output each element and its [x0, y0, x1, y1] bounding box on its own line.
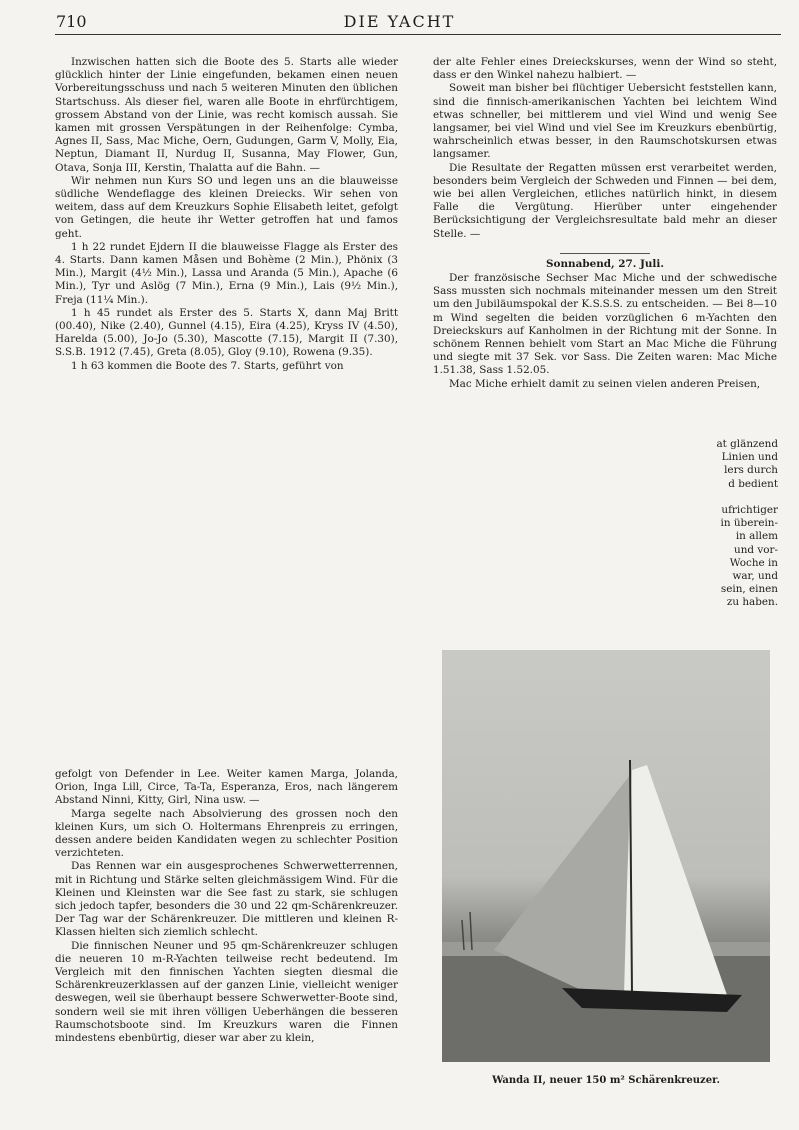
header-rule [55, 34, 781, 35]
fragment-line: Linien und [721, 451, 778, 464]
running-head: DIE YACHT [343, 12, 456, 31]
paragraph: gefolgt von Defender in Lee. Weiter kamen Marga, Jolanda, Orion, Inga Lill, Circe, Ta-Ta, Esperanza, Eros, nach längerem Abstand Ninni, Kitty, Girl, Nina usw. — [55, 768, 398, 807]
fragment-line: lers durch [724, 464, 778, 477]
left-column-bottom [55, 768, 398, 1045]
fragment-line: zu haben. [726, 596, 778, 609]
fragment-line: ufrichtiger [721, 504, 778, 517]
left-column-top [55, 56, 398, 373]
right-column-top [433, 56, 777, 391]
page-number: 710 [56, 12, 87, 31]
fragment-line: in allem [735, 530, 778, 543]
photo-caption: Wanda II, neuer 150 m² Schärenkreuzer. [492, 1075, 720, 1086]
clipped-text-fragments [700, 438, 778, 610]
paragraph: Inzwischen hatten sich die Boote des 5. Starts alle wieder glücklich hinter der Linie eingefunden, bekamen einen neuen Vorbereitungsschuss und nach 5 weiteren Minuten den üblichen Startschuss. Als dieser fiel, waren alle Boote in ehrfürchtigem, grossem Abstand von der Linie, was recht komisch aussah. Sie kamen mit grossen Verspätungen in der Reihenfolge: Cymba, Agnes II, Sass, Mac Miche, Oern, Gudungen, Garm V, Molly, Eia, Neptun, Diamant II, Nurdug II, Susanna, May Flower, Gun, Otava, Sonja III, Kerstin, Thalatta auf die Bahn. — [55, 56, 398, 174]
torn-area [400, 430, 700, 670]
paragraph: 1 h 45 rundet als Erster des 5. Starts X, dann Maj Britt (00.40), Nike (2.40), Gunnel (4.15), Eira (4.25), Kryss IV (4.50), Harelda (5.00), Jo-Jo (5.30), Mascotte (7.15), Margit II (7.30), S.S.B. 1912 (7.45), Greta (8.05), Gloy (9.10), Rowena (9.35). [55, 306, 398, 359]
fragment-line: in überein- [720, 517, 778, 530]
fragment-line: d bedient [728, 477, 778, 490]
paragraph: Marga segelte nach Absolvierung des grossen noch den kleinen Kurs, um sich O. Holtermans Ehrenpreis zu erringen, dessen andere beiden Kandidaten wegen zu schlechter Position verzichteten. [55, 807, 398, 860]
fragment-line [700, 491, 778, 504]
paragraph: Wir nehmen nun Kurs SO und legen uns an die blauweisse südliche Wendeflagge des kleinen Dreiecks. Wir sehen von weitem, dass auf dem Kreuzkurs Sophie Elisabeth leitet, gefolgt von Getingen, die heute ihr Wetter getroffen hat und famos geht. [55, 174, 398, 240]
paragraph: 1 h 63 kommen die Boote des 7. Starts, geführt von [71, 359, 344, 372]
paragraph: Mac Miche erhielt damit zu seinen vielen anderen Preisen, [449, 377, 761, 390]
paragraph: 1 h 22 rundet Ejdern II die blauweisse Flagge als Erster des 4. Starts. Dann kamen Måsen und Bohème (2 Min.), Phönix (3 Min.), Margit (4½ Min.), Lassa und Aranda (5 Min.), Apache (6 Min.), Tyr und Aslög (7 Min.), Erna (9 Min.), Lais (9½ Min.), Freja (11¼ Min.). [55, 240, 398, 306]
fragment-line: sein, einen [720, 583, 778, 596]
paragraph: der alte Fehler eines Dreieckskurses, wenn der Wind so steht, dass er den Winkel nahezu halbiert. — [433, 56, 777, 82]
fragment-line: at glänzend [716, 438, 778, 450]
sailboat-photo [442, 650, 770, 1062]
sailboat-illustration [442, 650, 770, 1062]
paragraph: Das Rennen war ein ausgesprochenes Schwerwetterrennen, mit in Richtung und Stärke selten gleichmässigem Wind. Für die Kleinen und Kleinsten war die See fast zu stark, sie schlugen sich jedoch tapfer, besonders die 30 und 22 qm-Schärenkreuzer. Der Tag war der Schärenkreuzer. Die mittleren und kleinen R-Klassen hielten sich ziemlich schlecht. [55, 860, 398, 939]
fragment-line: Woche in [729, 556, 778, 569]
section-heading: Sonnabend, 27. Juli. [546, 257, 664, 270]
fragment-line: war, und [732, 570, 778, 583]
fragment-line: und vor- [734, 543, 778, 556]
paragraph: Die finnischen Neuner und 95 qm-Schärenkreuzer schlugen die neueren 10 m-R-Yachten teilweise recht bedeutend. Im Vergleich mit den finnischen Yachten siegten diesmal die Schärenkreuzerklassen auf der ganzen Linie, vielleicht weniger deswegen, weil sie überhaupt bessere Schwerwetter-Boote sind, sondern weil sie mit ihren völligen Ueberhängen die besseren Raumschotsboote sind. Im Kreuzkurs waren die Finnen mindestens ebenbürtig, dieser war aber zu klein, [55, 939, 398, 1045]
paragraph: Der französische Sechser Mac Miche und der schwedische Sass mussten sich nochmals miteinander messen um den Streit um den Jubiläumspokal der K.S.S.S. zu entscheiden. — Bei 8—10 m Wind segelten die beiden vorzüglichen 6 m-Yachten den Dreieckskurs auf Kanholmen in der Richtung mit der Sonne. In schönem Rennen behielt vom Start an Mac Miche die Führung und siegte mit 37 Sek. vor Sass. Die Zeiten waren: Mac Miche 1.51.38, Sass 1.52.05. [433, 272, 777, 377]
paragraph: Die Resultate der Regatten müssen erst verarbeitet werden, besonders beim Vergleich der Schweden und Finnen — bei dem, wie bei allen Vergleichen, etliches natürlich hinkt, in diesem Falle die Vergütung. Hierüber unter eingehender Berücksichtigung der Vergleichsresultate bald mehr an dieser Stelle. — [433, 161, 777, 240]
section-rule [560, 253, 650, 254]
paragraph: Soweit man bisher bei flüchtiger Uebersicht feststellen kann, sind die finnisch-amerikanischen Yachten bei leichtem Wind etwas schneller, bei mittlerem und viel Wind und wenig See langsamer, bei viel Wind und viel See im Kreuzkurs ebenbürtig, wahrscheinlich etwas besser, in den Raumschotskursen etwas langsamer. [433, 82, 777, 161]
